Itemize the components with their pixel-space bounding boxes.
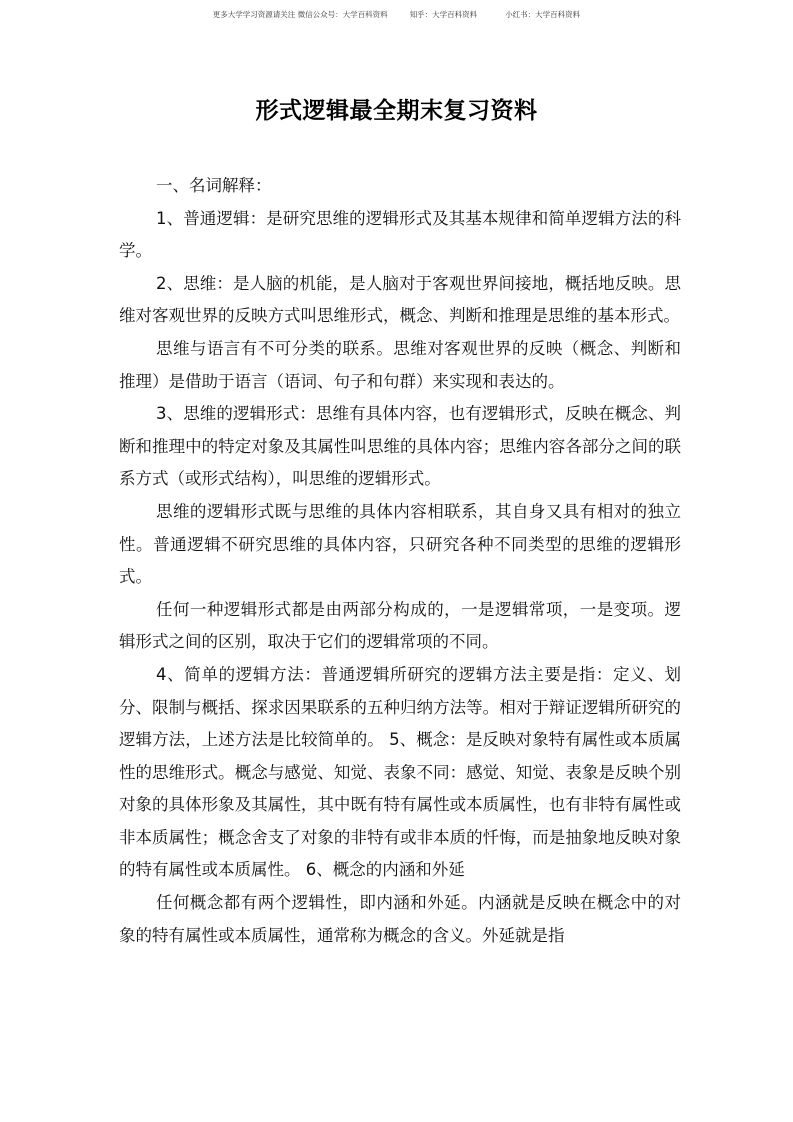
paragraph: 3、思维的逻辑形式：思维有具体内容，也有逻辑形式，反映在概念、判断和推理中的特定对象及其属性叫思维的具体内容；思维内容各部分之间的联系方式（或形式结构），叫思维的逻辑形式。 xyxy=(119,404,681,489)
paragraph: 4、简单的逻辑方法：普通逻辑所研究的逻辑方法主要是指：定义、划分、限制与概括、探求因果联系的五种归纳方法等。相对于辩证逻辑所研究的逻辑方法，上述方法是比较简单的。 5、概念：是反映对象特有属性或本质属性的思维形式。概念与感觉、知觉、表象不同：感觉、知觉、表象是反映个别对象的具体形象及其属性，其中既有特有属性或本质属性，也有非特有属性或非本质属性；概念舍支了对象的非特有或非本质的忏悔，而是抽象地反映对象的特有属性或本质属性。 6、概念的内涵和外延 xyxy=(119,664,681,880)
page-header xyxy=(0,9,793,20)
document-body xyxy=(119,170,681,952)
paragraph: 思维与语言有不可分类的联系。思维对客观世界的反映（概念、判断和推理）是借助于语言（语词、句子和句群）来实现和表达的。 xyxy=(119,338,681,391)
paragraph: 2、思维：是人脑的机能，是人脑对于客观世界间接地，概括地反映。思维对客观世界的反映方式叫思维形式，概念、判断和推理是思维的基本形式。 xyxy=(119,273,681,326)
header-xiaohongshu: 小红书：大学百科资料 xyxy=(505,10,581,19)
section-heading: 一、名词解释： xyxy=(156,176,272,195)
paragraph: 思维的逻辑形式既与思维的具体内容相联系，其自身又具有相对的独立性。普通逻辑不研究思维的具体内容，只研究各种不同类型的思维的逻辑形式。 xyxy=(119,501,681,587)
header-follow-wechat: 更多大学学习资源请关注 微信公众号：大学百科资料 xyxy=(212,10,388,19)
page-title: 形式逻辑最全期末复习资料 xyxy=(255,98,538,124)
paragraph: 任何一种逻辑形式都是由两部分构成的，一是逻辑常项，一是变项。逻辑形式之间的区别，取决于它们的逻辑常项的不同。 xyxy=(119,599,681,652)
paragraph: 1、普通逻辑：是研究思维的逻辑形式及其基本规律和简单逻辑方法的科学。 xyxy=(119,208,681,261)
paragraph: 任何概念都有两个逻辑性，即内涵和外延。内涵就是反映在概念中的对象的特有属性或本质属性，通常称为概念的含义。外延就是指 xyxy=(119,893,681,945)
header-zhihu: 知乎：大学百科资料 xyxy=(409,10,478,19)
